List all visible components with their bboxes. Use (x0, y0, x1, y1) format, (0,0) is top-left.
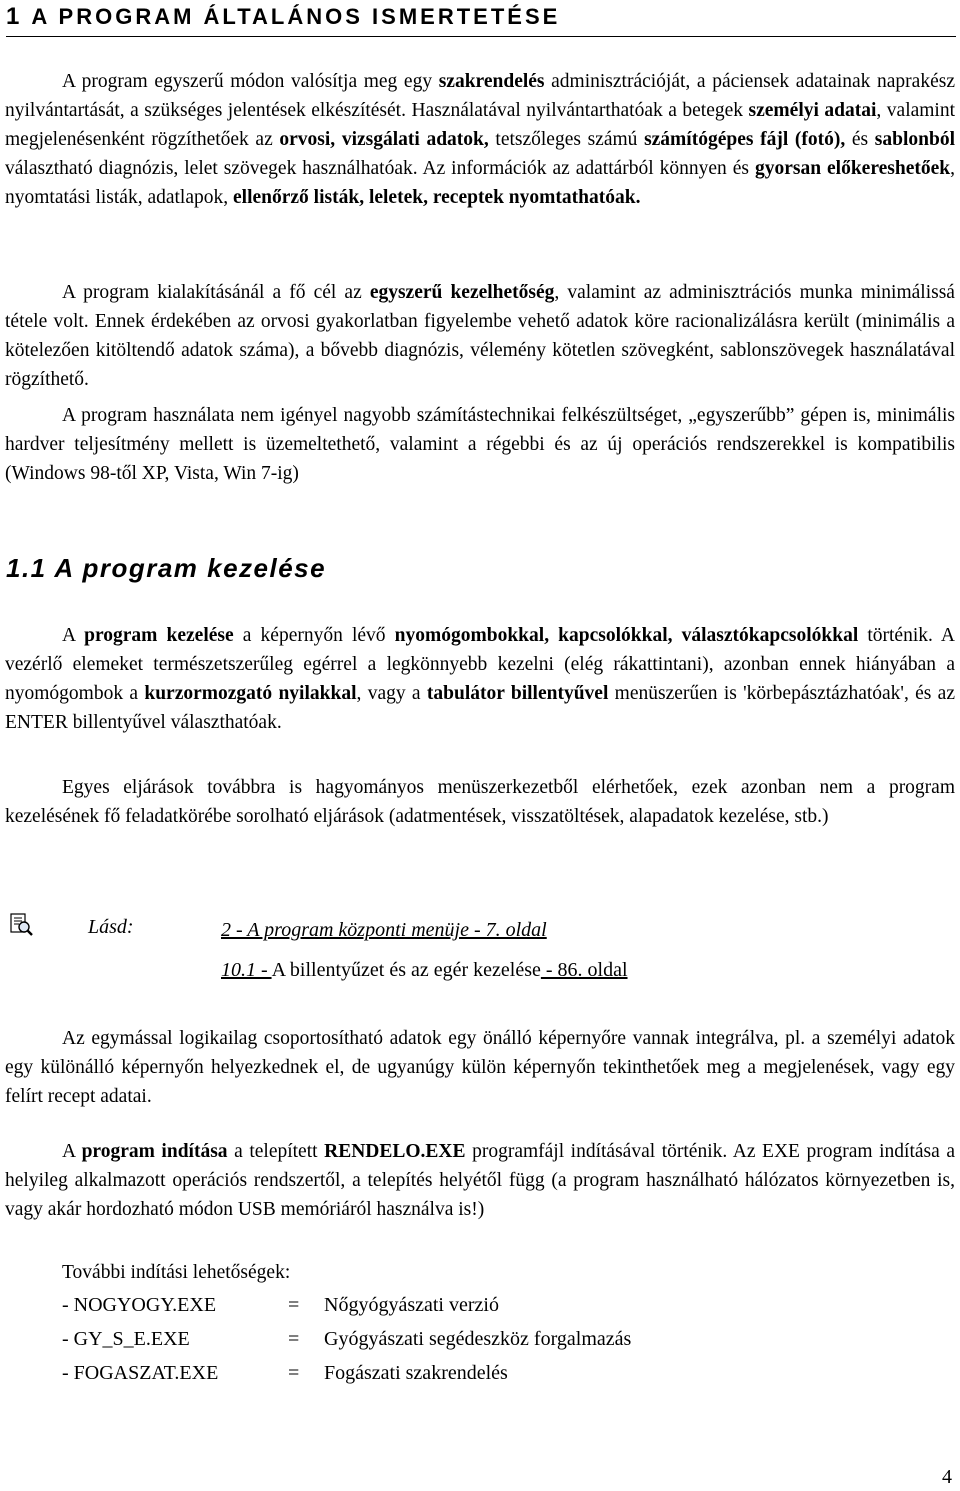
design-goal-paragraph: A program kialakításánál a fő cél az egyszerű kezelhetőség, valamint az adminisztrációs munka minimálissá tétele volt. Ennek érdekében az orvosi gyakorlatban figyelembe vehető adatok köre racionalizálásra került (minimális a kötelezően kitöltendő adatok száma), a bővebb diagnózis, vélemény kötetlen szövegként, sablonszövegek használatával rögzíthető. (5, 282, 955, 390)
chapter-heading (6, 2, 956, 37)
chapter-number: 1 (6, 3, 20, 30)
see-also-label: Lásd: (88, 916, 134, 938)
exe-list-item: - FOGASZAT.EXE = Fogászati szakrendelés (62, 1362, 508, 1384)
menu-paragraph: Egyes eljárások továbbra is hagyományos menüszerkezetből elérhetőek, ezek azonban nem a program kezelésének fő feladatkörébe sorolható eljárások (adatmentések, visszatöltések, alapadatok kezelése, stb.) (5, 777, 955, 827)
controls-paragraph: A program kezelése a képernyőn lévő nyomógombokkal, kapcsolókkal, választókapcsolókkal történik. A vezérlő elemeket természetszerűleg egérrel a legkönnyebb kezelni (elég rákattintani), azonban ennek hiányában a nyomógombok a kurzormozgató nyilakkal, vagy a tabulátor billentyűvel menüszerűen is 'körbepásztázhatóak', és az ENTER billentyűvel választhatóak. (5, 625, 955, 733)
screens-paragraph: Az egymással logikailag csoportosítható adatok egy önálló képernyőre vannak integrálva, pl. a személyi adatok egy különálló képernyőn helyezkednek el, de ugyanúgy külön képernyőn tekinthetőek meg a megjelenések, vagy egy felírt recept adatai. (5, 1028, 955, 1107)
requirements-paragraph: A program használata nem igényel nagyobb számítástechnikai felkészültséget, „egyszerűbb” gépen is, minimális hardver teljesítmény mellett is üzemeltethető, valamint a régebbi és az új operációs rendszerekkel is kompatibilis (Windows 98-től XP, Vista, Win 7-ig) (5, 405, 955, 484)
document-magnifier-icon (8, 912, 34, 938)
exe-list-item: - GY_S_E.EXE = Gyógyászati segédeszköz forgalmazás (62, 1328, 632, 1350)
exe-list-item: - NOGYOGY.EXE = Nőgyógyászati verzió (62, 1294, 499, 1316)
see-also-link-keyboard[interactable]: 10.1 - A billentyűzet és az egér kezelése - 86. oldal (221, 959, 628, 981)
page-number: 4 (942, 1466, 952, 1488)
chapter-title: A PROGRAM ÁLTALÁNOS ISMERTETÉSE (31, 4, 561, 29)
see-also-link-menu[interactable]: 2 - A program központi menüje - 7. oldal (221, 919, 547, 941)
more-options-paragraph: További indítási lehetőségek: (62, 1262, 291, 1283)
section-heading: 1.1 A program kezelése (6, 553, 327, 583)
intro-paragraph: A program egyszerű módon valósítja meg egy szakrendelés adminisztrációját, a páciensek adatainak naprakész nyilvántartását, a szükséges jelentések elkészítését. Használatával nyilvántarthatóak a betegek személyi adatai, valamint megjelenésenként rögzíthetőek az orvosi, vizsgálati adatok, tetszőleges számú számítógépes fájl (fotó), és sablonból választható diagnózis, lelet szövegek használhatóak. Az információk az adattárból könnyen és gyorsan előkereshetőek, nyomtatási listák, adatlapok, ellenőrző listák, leletek, receptek nyomtathatóak. (5, 71, 956, 208)
startup-paragraph: A program indítása a telepített RENDELO.EXE programfájl indításával történik. Az EXE program indítása a helyileg alkalmazott operációs rendszertől, a telepítés helyétől függ (a program használható hálózatos környezetben is, vagy akár hordozható módon USB memóriáról használva is!) (5, 1141, 955, 1220)
